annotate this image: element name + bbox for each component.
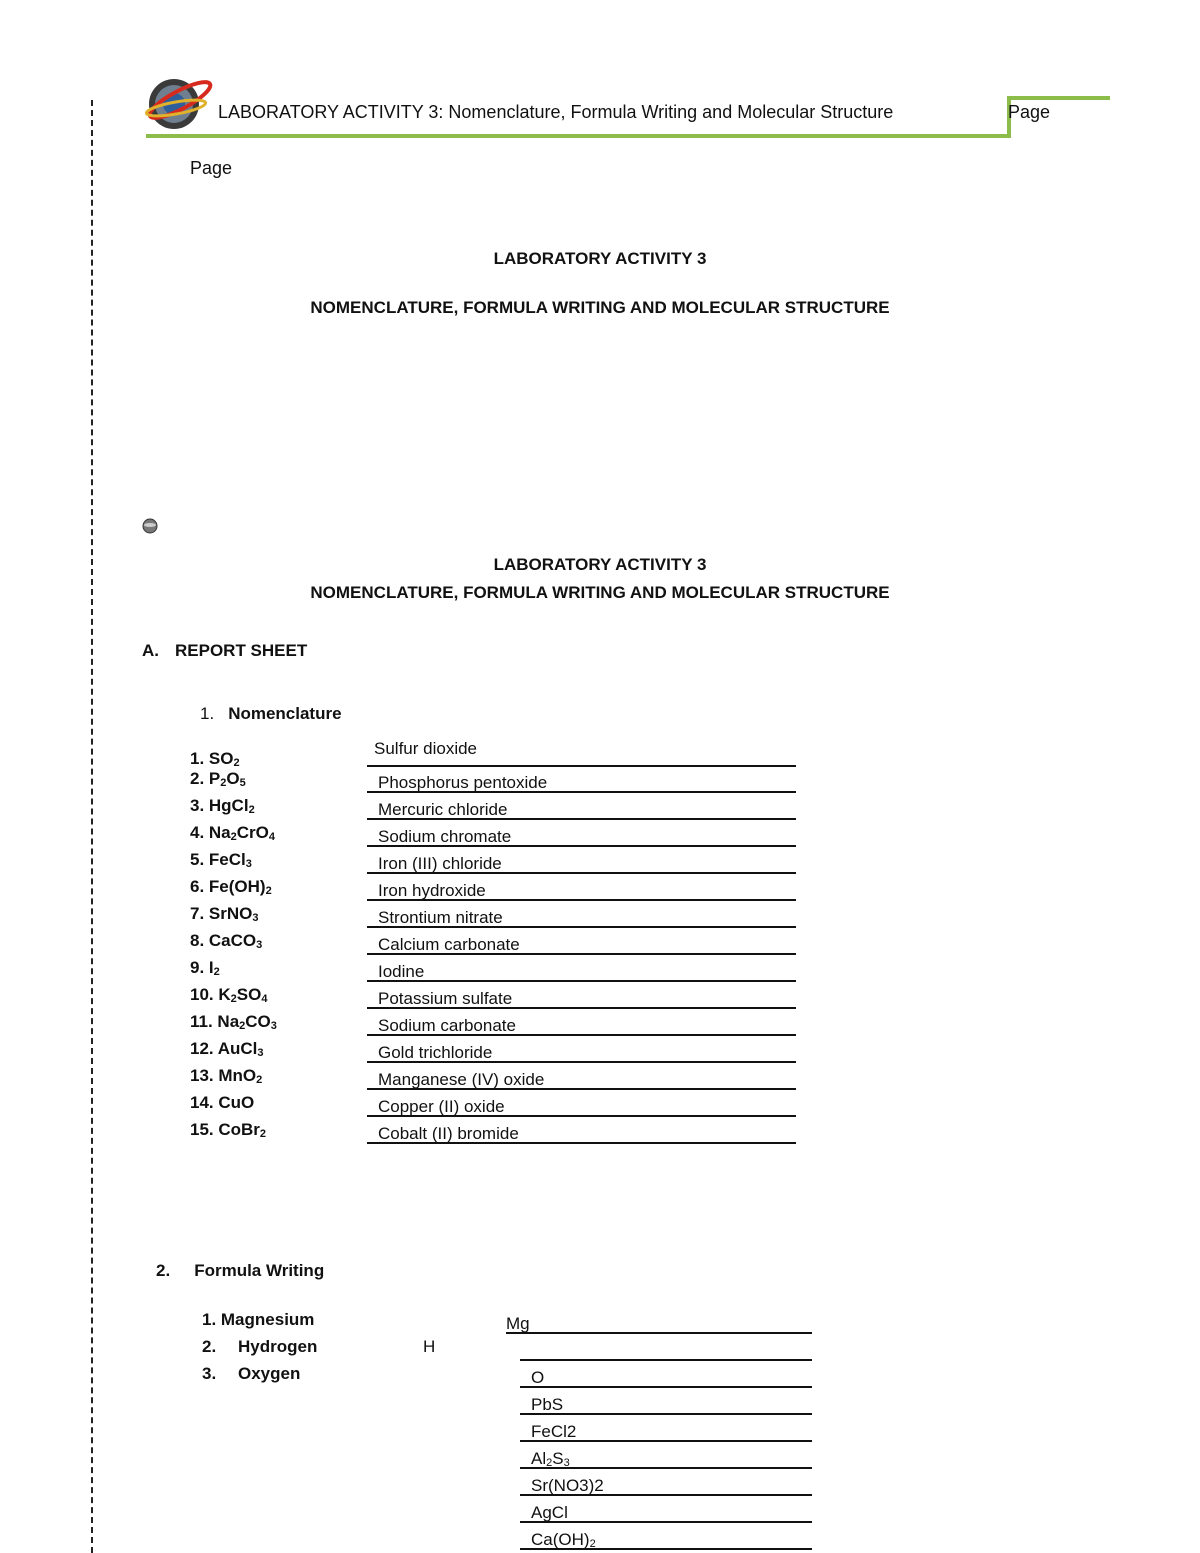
formula-writing-item bbox=[0, 1469, 1200, 1496]
nomenclature-item bbox=[0, 820, 1200, 847]
nomenclature-answer: Copper (II) oxide bbox=[378, 1097, 505, 1116]
nomenclature-formula: 10. $K_2SO_4$ bbox=[190, 985, 268, 1005]
nomenclature-formula: 3. HgCl$_2$ bbox=[190, 796, 255, 816]
formula-writing-label: 3. Oxygen bbox=[202, 1364, 301, 1383]
nomenclature-answer: Gold trichloride bbox=[378, 1043, 493, 1062]
nomenclature-formula: 14. CuO bbox=[190, 1093, 255, 1112]
nomenclature-formula: 7. SrNO$_3$ bbox=[190, 904, 259, 924]
header-title: LABORATORY ACTIVITY 3: Nomenclature, Formula Writing and Molecular Structure bbox=[218, 102, 894, 122]
formula-writing-item bbox=[0, 1361, 1200, 1388]
nomenclature-item bbox=[0, 739, 1200, 767]
nomenclature-answer: Sodium carbonate bbox=[378, 1016, 516, 1035]
nomenclature-item bbox=[0, 1117, 1200, 1144]
nomenclature-answer: Sulfur dioxide bbox=[374, 739, 478, 758]
nomenclature-formula: 15. CoBr$_2$ bbox=[190, 1120, 267, 1140]
nomenclature-heading: 1. Nomenclature bbox=[200, 704, 342, 723]
nomenclature-item bbox=[0, 1063, 1200, 1090]
section-a-heading: A. REPORT SHEET bbox=[142, 641, 308, 660]
nomenclature-item bbox=[0, 928, 1200, 955]
nomenclature-item bbox=[0, 847, 1200, 874]
cover-title-line2: NOMENCLATURE, FORMULA WRITING AND MOLECULAR STRUCTURE bbox=[310, 298, 890, 317]
cover-title-line1: LABORATORY ACTIVITY 3 bbox=[493, 249, 707, 268]
nomenclature-item bbox=[0, 901, 1200, 928]
formula-writing-item bbox=[0, 1523, 1200, 1550]
nomenclature-answer: Iodine bbox=[378, 962, 425, 981]
formula-writing-answer: Sr(NO3)2 bbox=[531, 1476, 604, 1495]
nomenclature-item bbox=[0, 793, 1200, 820]
nomenclature-formula: 2. $P_2O_5$ bbox=[190, 769, 246, 789]
university-logo-icon bbox=[140, 70, 216, 132]
report-title-line1: LABORATORY ACTIVITY 3 bbox=[493, 555, 707, 574]
nomenclature-formula: 11. $Na_2CO_3$ bbox=[190, 1012, 277, 1032]
formula-writing-item bbox=[0, 1334, 1200, 1361]
formula-writing-item bbox=[0, 1415, 1200, 1442]
nomenclature-answer: Iron hydroxide bbox=[378, 881, 486, 900]
nomenclature-answer: Mercuric chloride bbox=[378, 800, 508, 819]
nomenclature-answer: Strontium nitrate bbox=[378, 908, 503, 927]
nomenclature-item bbox=[0, 982, 1200, 1009]
nomenclature-answer: Calcium carbonate bbox=[378, 935, 520, 954]
nomenclature-formula: 5. FeCl$_3$ bbox=[190, 850, 252, 870]
formula-writing-answer: O bbox=[531, 1368, 545, 1387]
formula-writing-label: 1. Magnesium bbox=[202, 1310, 315, 1329]
nomenclature-answer: Iron (III) chloride bbox=[378, 854, 502, 873]
report-title-line2: NOMENCLATURE, FORMULA WRITING AND MOLECULAR STRUCTURE bbox=[310, 583, 890, 602]
formula-writing-item bbox=[0, 1442, 1200, 1469]
nomenclature-formula: 8. CaCO$_3$ bbox=[190, 931, 263, 951]
header-accent-line bbox=[146, 134, 1010, 138]
formula-writing-answer: FeCl2 bbox=[531, 1422, 577, 1441]
nomenclature-item bbox=[0, 1090, 1200, 1117]
formula-writing-item bbox=[0, 1307, 1200, 1334]
page-label: Page bbox=[190, 158, 233, 178]
formula-writing-item bbox=[0, 1388, 1200, 1415]
formula-writing-answer: $Ca(OH)_2$ bbox=[531, 1530, 596, 1550]
nomenclature-formula: 9. $I_2$ bbox=[190, 958, 220, 978]
header-accent-top-line bbox=[1007, 96, 1110, 100]
nomenclature-answer: Phosphorus pentoxide bbox=[378, 773, 548, 792]
nomenclature-item bbox=[0, 955, 1200, 982]
nomenclature-formula: 1. $SO_2$ bbox=[190, 749, 240, 769]
nomenclature-item bbox=[0, 874, 1200, 901]
nomenclature-item bbox=[0, 766, 1200, 793]
formula-writing-heading: 2. Formula Writing bbox=[156, 1261, 325, 1280]
formula-writing-answer: $Al_2S_3$ bbox=[531, 1449, 570, 1469]
nomenclature-answer: Cobalt (II) bromide bbox=[378, 1124, 519, 1143]
nomenclature-formula: 12. AuCl$_3$ bbox=[190, 1039, 264, 1059]
formula-writing-answer: Mg bbox=[506, 1314, 530, 1333]
nomenclature-item bbox=[0, 1009, 1200, 1036]
formula-writing-answer: AgCl bbox=[531, 1503, 568, 1522]
nomenclature-answer: Potassium sulfate bbox=[378, 989, 513, 1008]
formula-writing-item bbox=[0, 1496, 1200, 1523]
formula-writing-answer: PbS bbox=[531, 1395, 564, 1414]
nomenclature-answer: Sodium chromate bbox=[378, 827, 512, 846]
nomenclature-formula: 13. MnO$_2$ bbox=[190, 1066, 263, 1086]
nomenclature-formula: 6. $Fe(OH)_2$ bbox=[190, 877, 272, 897]
header-page-label: Page bbox=[1008, 102, 1051, 122]
nomenclature-item bbox=[0, 1036, 1200, 1063]
nomenclature-formula: 4. $Na_2CrO_4$ bbox=[190, 823, 276, 843]
nomenclature-answer: Manganese (IV) oxide bbox=[378, 1070, 545, 1089]
logo-icon-small bbox=[142, 518, 158, 534]
formula-writing-label: 2. Hydrogen bbox=[202, 1337, 318, 1356]
formula-writing-symbol: H bbox=[423, 1337, 436, 1356]
